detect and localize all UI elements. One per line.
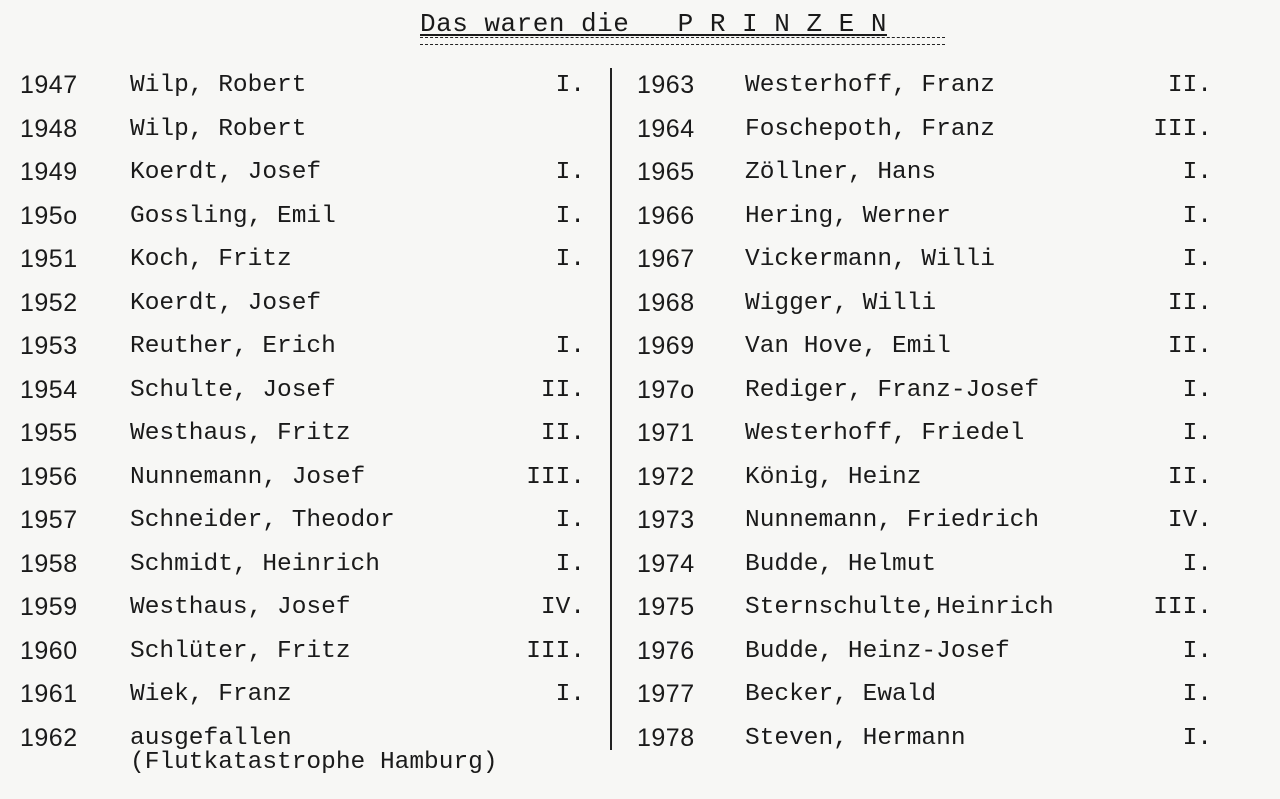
list-item [620, 456, 1260, 500]
entry-year: 1956 [20, 462, 78, 491]
entry-name: Sternschulte,Heinrich [745, 594, 1054, 621]
entry-rank: I. [1182, 420, 1212, 447]
entry-year: 1963 [637, 71, 695, 99]
entry-rank: I. [1182, 202, 1212, 230]
entry-name: Koerdt, Josef [130, 159, 322, 186]
list-item [0, 195, 605, 239]
entry-year: 1961 [20, 680, 78, 708]
entry-rank: I. [555, 246, 585, 273]
entry-name: Gossling, Emil [130, 202, 336, 230]
entry-year: 1952 [20, 288, 78, 317]
list-item [620, 282, 1260, 326]
entry-rank: I. [555, 333, 585, 360]
entry-year: 1951 [20, 245, 78, 273]
entry-name: Schmidt, Heinrich [130, 550, 380, 578]
entry-year: 1954 [20, 375, 78, 404]
entry-year: 1978 [637, 723, 695, 752]
list-item [620, 412, 1260, 456]
list-item [0, 238, 605, 282]
entry-rank: II. [1167, 463, 1212, 491]
list-item [0, 282, 605, 326]
entry-name: Reuther, Erich [130, 333, 336, 360]
list-item [620, 195, 1260, 239]
list-item [620, 238, 1260, 282]
entry-name: Hering, Werner [745, 202, 951, 230]
list-item [0, 543, 605, 587]
entry-name: Westerhoff, Franz [745, 72, 995, 99]
entry-name: Zöllner, Hans [745, 159, 937, 186]
entry-year: 1964 [637, 114, 695, 143]
entry-year: 197o [637, 375, 695, 404]
list-item [620, 64, 1260, 108]
list-item [0, 412, 605, 456]
entry-name: Vickermann, Willi [745, 246, 995, 273]
entry-rank: I. [1182, 637, 1212, 665]
entry-year: 1968 [637, 288, 695, 317]
entry-year: 1969 [637, 332, 695, 360]
entry-name: Steven, Hermann [745, 724, 966, 752]
list-item [0, 151, 605, 195]
entry-year: 1974 [637, 549, 695, 578]
entry-year: 1962 [20, 723, 78, 752]
list-item [620, 717, 1260, 761]
entry-rank: IV. [540, 594, 585, 621]
entry-name: Wigger, Willi [745, 289, 937, 317]
list-item [0, 108, 605, 152]
entry-name: ausgefallen [130, 724, 292, 752]
entry-year: 1953 [20, 332, 78, 360]
entry-name: Koerdt, Josef [130, 289, 322, 317]
entry-year: 1955 [20, 419, 78, 447]
title-double-underline [420, 37, 945, 45]
entry-name: Wilp, Robert [130, 115, 307, 143]
list-item [620, 630, 1260, 674]
entry-year: 1958 [20, 549, 78, 578]
entry-rank: III. [1153, 594, 1212, 621]
entry-name: Schulte, Josef [130, 376, 336, 404]
entry-rank: III. [1153, 115, 1212, 143]
entry-name: Wilp, Robert [130, 72, 307, 99]
entry-rank: I. [1182, 681, 1212, 708]
list-item [620, 325, 1260, 369]
entry-name: Westhaus, Fritz [130, 420, 351, 447]
entry-rank: II. [1167, 289, 1212, 317]
list-item [0, 369, 605, 413]
entry-rank: II. [540, 376, 585, 404]
list-item [620, 108, 1260, 152]
list-item [0, 64, 605, 108]
entry-name: Schlüter, Fritz [130, 637, 351, 665]
entry-year: 1947 [20, 71, 78, 99]
entry-year: 1965 [637, 158, 695, 186]
left-column-note: (Flutkatastrophe Hamburg) [130, 749, 498, 776]
entry-rank: III. [526, 463, 585, 491]
entry-name: Westerhoff, Friedel [745, 420, 1025, 447]
list-item [0, 673, 605, 717]
list-item [0, 630, 605, 674]
list-item [620, 543, 1260, 587]
entry-rank: I. [1182, 246, 1212, 273]
column-divider [610, 68, 612, 750]
entry-year: 1972 [637, 462, 695, 491]
entry-rank: IV. [1167, 507, 1212, 534]
entry-year: 1966 [637, 201, 695, 230]
entry-name: Rediger, Franz-Josef [745, 376, 1040, 404]
entry-name: Schneider, Theodor [130, 507, 395, 534]
entry-year: 1959 [20, 593, 78, 621]
entry-rank: III. [526, 637, 585, 665]
entry-rank: I. [555, 681, 585, 708]
entry-name: Westhaus, Josef [130, 594, 351, 621]
entry-year: 1977 [637, 680, 695, 708]
entry-year: 1971 [637, 419, 695, 447]
entry-year: 1960 [20, 636, 78, 665]
entry-rank: II. [1167, 333, 1212, 360]
entry-rank: I. [1182, 159, 1212, 186]
entry-rank: I. [555, 159, 585, 186]
entry-name: Koch, Fritz [130, 246, 292, 273]
list-item [0, 325, 605, 369]
entry-name: König, Heinz [745, 463, 922, 491]
entry-rank: I. [1182, 376, 1212, 404]
entry-rank: I. [555, 507, 585, 534]
entry-name: Van Hove, Emil [745, 333, 951, 360]
list-item [620, 673, 1260, 717]
entry-name: Budde, Helmut [745, 550, 937, 578]
entry-year: 1948 [20, 114, 78, 143]
entry-rank: I. [1182, 724, 1212, 752]
entry-year: 1973 [637, 506, 695, 534]
entry-name: Wiek, Franz [130, 681, 292, 708]
entry-year: 1967 [637, 245, 695, 273]
entry-rank: II. [1167, 72, 1212, 99]
entry-year: 1975 [637, 593, 695, 621]
entry-name: Foschepoth, Franz [745, 115, 995, 143]
page-title: Das waren die P R I N Z E N [420, 9, 887, 39]
entry-name: Nunnemann, Josef [130, 463, 366, 491]
list-item [0, 456, 605, 500]
entry-rank: I. [555, 202, 585, 230]
right-column [620, 64, 1260, 760]
entry-name: Budde, Heinz-Josef [745, 637, 1010, 665]
list-item [0, 586, 605, 630]
entry-year: 1949 [20, 158, 78, 186]
list-item [620, 151, 1260, 195]
entry-name: Nunnemann, Friedrich [745, 507, 1040, 534]
entry-rank: I. [1182, 550, 1212, 578]
entry-year: 195o [20, 201, 78, 230]
list-item [620, 499, 1260, 543]
list-item [0, 499, 605, 543]
entry-rank: I. [555, 550, 585, 578]
list-item [620, 586, 1260, 630]
list-item [620, 369, 1260, 413]
entry-rank: I. [555, 72, 585, 99]
left-column [0, 64, 605, 760]
entry-year: 1976 [637, 636, 695, 665]
entry-name: Becker, Ewald [745, 681, 937, 708]
entry-rank: II. [540, 420, 585, 447]
entry-year: 1957 [20, 506, 78, 534]
